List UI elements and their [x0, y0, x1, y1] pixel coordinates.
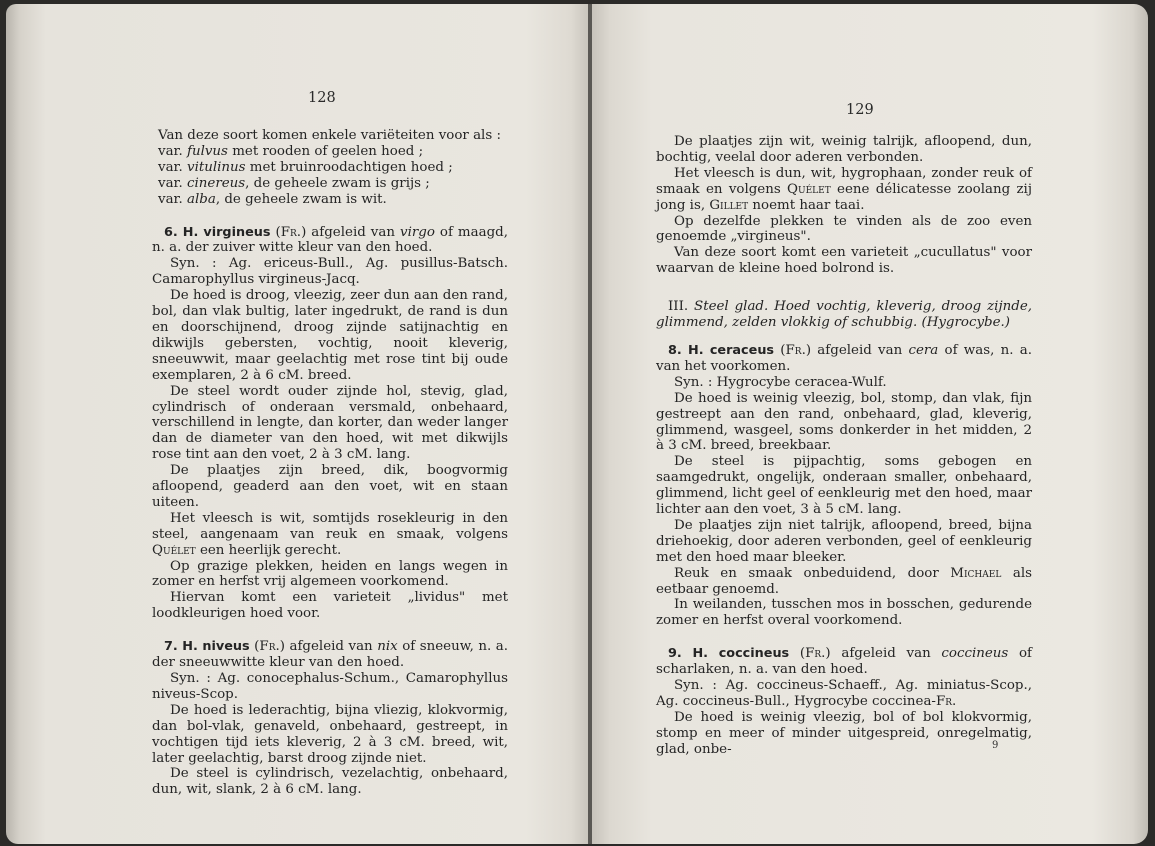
variety-list: [152, 144, 508, 208]
paragraph: Syn. : Ag. conocephalus-Schum., Camarophyllus niveus-Scop.: [152, 671, 508, 702]
variety-item: var. cinereus, de geheele zwam is grijs ;: [158, 175, 430, 191]
paragraph: Het vleesch is wit, somtijds rosekleurig in den steel, aangenaam van reuk en smaak, volgens Quélet een heerlijk gerecht.: [152, 510, 508, 558]
variety-item: var. fulvus met rooden of geelen hoed ;: [158, 143, 424, 159]
paragraph: De plaatjes zijn breed, dik, boogvormig afloopend, geaderd aan den voet, wit en staan uiteen.: [152, 463, 508, 510]
paragraph: De hoed is lederachtig, bijna vliezig, klokvormig, dan bol-vlak, genaveld, onbehaard, gestreept, in vochtigen tijd iets kleverig, 2 à 3 cM. breed, wit, later geelachtig, barst droog zijnde niet.: [152, 702, 508, 766]
section-heading-iii: III. Steel glad. Hoed vochtig, kleverig, droog zijnde, glimmend, zelden vlokkig of schubbig. (Hygrocybe.): [656, 299, 1032, 331]
species-heading-6: 6. H. virgineus (Fr.) afgeleid van virgo of maagd, n. a. der zuiver witte kleur van den hoed.: [152, 224, 508, 256]
paragraph: Hiervan komt een varieteit „lividus" met loodkleurigen hoed voor.: [152, 590, 508, 622]
varieties-intro: Van deze soort komen enkele variëteiten voor als :: [158, 128, 501, 143]
paragraph: In weilanden, tusschen mos in bosschen, gedurende zomer en herfst overal voorkomend.: [656, 597, 1032, 629]
page-number-right: 129: [846, 102, 874, 118]
paragraph: Syn. : Ag. ericeus-Bull., Ag. pusillus-Batsch. Camarophyllus virgineus-Jacq.: [152, 256, 508, 288]
paragraph: De plaatjes zijn niet talrijk, afloopend, breed, bijna driehoekig, door aderen verbonden, geel of eenkleurig met den hoed maar bleeker.: [656, 517, 1032, 565]
paragraph: De plaatjes zijn wit, weinig talrijk, afloopend, dun, bochtig, veelal door aderen verbonden.: [656, 134, 1032, 165]
paragraph: Op dezelfde plekken te vinden als de zoo even genoemde „virgineus".: [656, 213, 1032, 245]
paragraph: Op grazige plekken, heiden en langs wegen in zomer en herfst vrij algemeen voorkomend.: [152, 558, 508, 590]
paragraph: De hoed is weinig vleezig, bol of bol klokvormig, stomp en meer of minder uitgespreid, onregelmatig, glad, onbe-: [656, 709, 1032, 757]
left-page: [6, 4, 588, 844]
paragraph: De steel is cylindrisch, vezelachtig, onbehaard, dun, wit, slank, 2 à 6 cM. lang.: [152, 766, 508, 798]
signature-mark: 9: [992, 740, 999, 751]
paragraph: Syn. : Ag. coccineus-Schaeff., Ag. miniatus-Scop., Ag. coccineus-Bull., Hygrocybe coccinea-Fr.: [656, 678, 1032, 709]
variety-item: var. alba, de geheele zwam is wit.: [158, 191, 387, 207]
paragraph: De steel is pijpachtig, soms gebogen en saamgedrukt, ongelijk, onderaan smaller, onbehaard, glimmend, licht geel of eenkleurig met den hoed, maar lichter aan den voet, 3 à 5 cM. lang.: [656, 454, 1032, 518]
right-page-body: [656, 134, 1032, 758]
paragraph: De hoed is droog, vleezig, zeer dun aan den rand, bol, dan vlak bultig, later ingedrukt, de rand is dun en doorschijnend, droog zijnde satijnachtig en dikwijls gebersten, vochtig, nooit kleverig, sneeuwwit, maar geelachtig met rose tint bij oude exemplaren, 2 à 6 cM. breed.: [152, 288, 508, 383]
right-page: [592, 4, 1148, 844]
paragraph: De steel wordt ouder zijnde hol, stevig, glad, cylindrisch of onderaan versmald, onbehaard, verschillend in lengte, dan korter, dan weder langer dan de diameter van den hoed, wit met dikwijls rose tint aan den voet, 2 à 3 cM. lang.: [152, 383, 508, 463]
left-page-body: [152, 128, 508, 798]
paragraph: Het vleesch is dun, wit, hygrophaan, zonder reuk of smaak en volgens Quélet eene délicatesse zoolang zij jong is, Gillet noemt haar taai.: [656, 165, 1032, 213]
page-number-left: 128: [308, 90, 336, 106]
paragraph: Reuk en smaak onbeduidend, door Michael als eetbaar genoemd.: [656, 565, 1032, 597]
species-heading-7: 7. H. niveus (Fr.) afgeleid van nix of sneeuw, n. a. der sneeuwwitte kleur van den hoed.: [152, 639, 508, 671]
paragraph: Syn. : Hygrocybe ceracea-Wulf.: [674, 374, 887, 390]
paragraph: De hoed is weinig vleezig, bol, stomp, dan vlak, fijn gestreept aan den rand, onbehaard, glad, kleverig, glimmend, wasgeel, soms donkerder in het midden, 2 à 3 cM. breed, breekbaar.: [656, 390, 1032, 454]
paragraph: Van deze soort komt een varieteit „cucullatus" voor waarvan de kleine hoed bolrond is.: [656, 245, 1032, 277]
species-heading-9: 9. H. coccineus (Fr.) afgeleid van coccineus of scharlaken, n. a. van den hoed.: [656, 646, 1032, 678]
book-spread: [6, 4, 1148, 844]
variety-item: var. vitulinus met bruinroodachtigen hoed ;: [158, 159, 453, 175]
species-heading-8: 8. H. ceraceus (Fr.) afgeleid van cera of was, n. a. van het voorkomen.: [656, 342, 1032, 374]
